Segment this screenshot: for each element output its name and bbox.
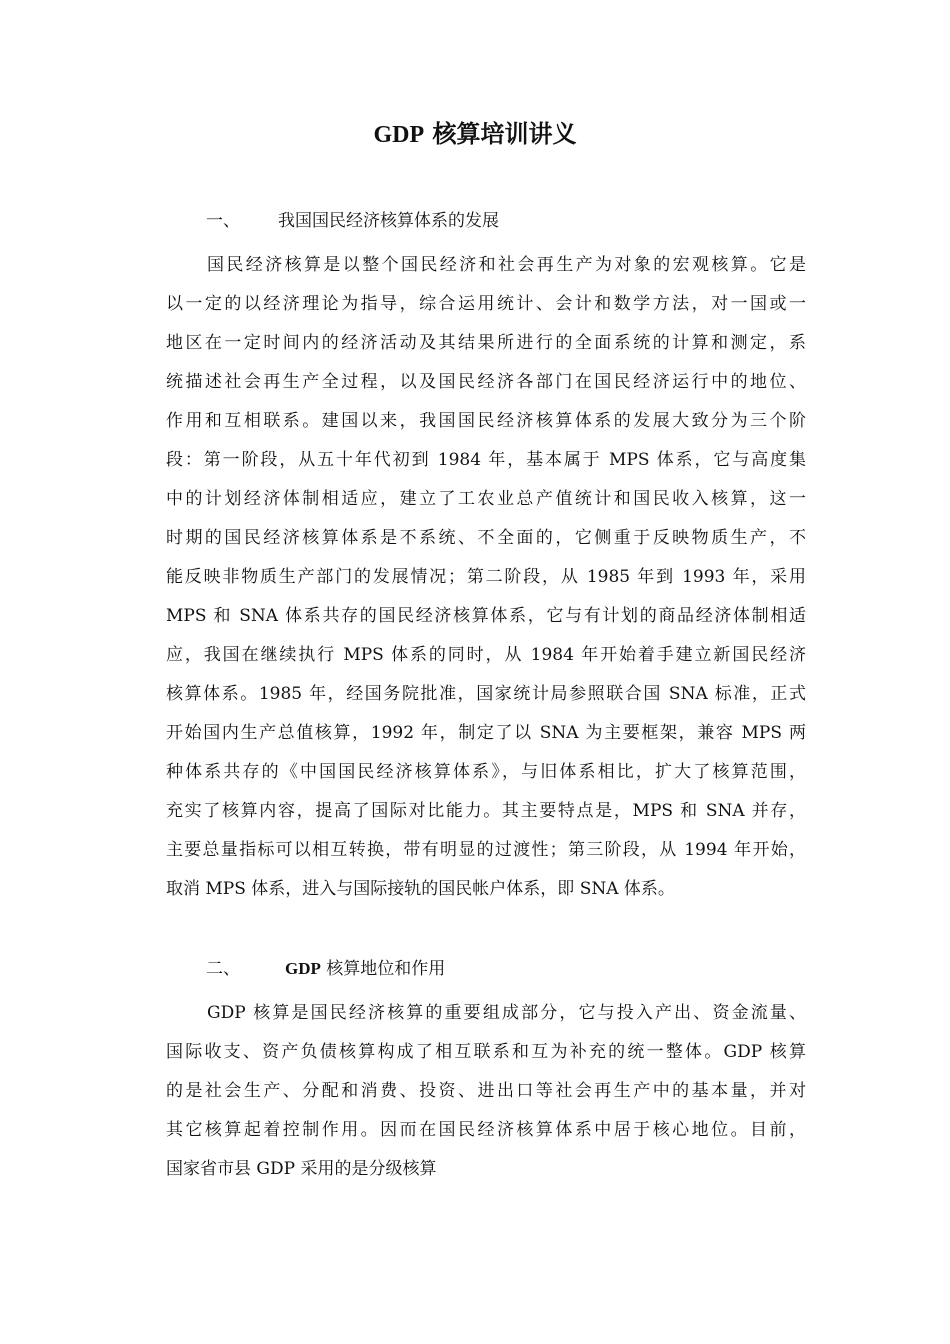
- section-2-paragraph: [166, 994, 806, 1189]
- paragraph-line: 开始国内生产总值核算，1992 年，制定了以 SNA 为主要框架，兼容 MPS 两: [166, 723, 806, 743]
- paragraph-line: 国家省市县 GDP 采用的是分级核算: [166, 1159, 437, 1179]
- section-1-heading: [206, 208, 499, 234]
- document-title: [0, 116, 950, 153]
- section-2-number: 二、: [206, 959, 240, 979]
- document-title-rest: 核算培训讲义: [424, 119, 577, 148]
- section-2-heading: [206, 956, 445, 982]
- paragraph-line: 充实了核算内容，提高了国际对比能力。其主要特点是，MPS 和 SNA 并存，: [166, 801, 806, 821]
- paragraph-line: 统描述社会再生产全过程，以及国民经济各部门在国民经济运行中的地位、: [166, 372, 806, 392]
- section-2-title-latin: GDP: [285, 959, 321, 978]
- document-title-latin: GDP: [373, 122, 425, 148]
- paragraph-line: 取消 MPS 体系，进入与国际接轨的国民帐户体系，即 SNA 体系。: [166, 879, 675, 899]
- paragraph-line: 段：第一阶段，从五十年代初到 1984 年，基本属于 MPS 体系，它与高度集: [166, 450, 806, 470]
- paragraph-line: 主要总量指标可以相互转换，带有明显的过渡性；第三阶段，从 1994 年开始，: [166, 840, 806, 860]
- paragraph-line: 种体系共存的《中国国民经济核算体系》，与旧体系相比，扩大了核算范围，: [166, 762, 806, 782]
- section-1-title: 我国国民经济核算体系的发展: [278, 211, 499, 231]
- paragraph-line: 国民经济核算是以整个国民经济和社会再生产为对象的宏观核算。它是: [207, 255, 806, 275]
- paragraph-line: 应，我国在继续执行 MPS 体系的同时，从 1984 年开始着手建立新国民经济: [166, 645, 806, 665]
- paragraph-line: 能反映非物质生产部门的发展情况；第二阶段，从 1985 年到 1993 年，采用: [166, 567, 806, 587]
- paragraph-line: 地区在一定时间内的经济活动及其结果所进行的全面系统的计算和测定，系: [166, 333, 806, 353]
- paragraph-line: 中的计划经济体制相适应，建立了工农业总产值统计和国民收入核算，这一: [166, 489, 806, 509]
- paragraph-line: 核算体系。1985 年，经国务院批准，国家统计局参照联合国 SNA 标准，正式: [166, 684, 806, 704]
- section-1-paragraph: [166, 246, 806, 909]
- paragraph-line: 时期的国民经济核算体系是不系统、不全面的，它侧重于反映物质生产，不: [166, 528, 806, 548]
- paragraph-line: MPS 和 SNA 体系共存的国民经济核算体系，它与有计划的商品经济体制相适: [166, 606, 806, 626]
- paragraph-line: GDP 核算是国民经济核算的重要组成部分，它与投入产出、资金流量、: [207, 1003, 806, 1023]
- paragraph-line: 作用和互相联系。建国以来，我国国民经济核算体系的发展大致分为三个阶: [166, 411, 806, 431]
- paragraph-line: 其它核算起着控制作用。因而在国民经济核算体系中居于核心地位。目前，: [166, 1120, 806, 1140]
- paragraph-line: 国际收支、资产负债核算构成了相互联系和互为补充的统一整体。GDP 核算: [166, 1042, 806, 1062]
- section-1-number: 一、: [206, 211, 240, 231]
- section-2-title-rest: 核算地位和作用: [320, 959, 446, 979]
- paragraph-line: 以一定的以经济理论为指导，综合运用统计、会计和数学方法，对一国或一: [166, 294, 806, 314]
- paragraph-line: 的是社会生产、分配和消费、投资、进出口等社会再生产中的基本量，并对: [166, 1081, 806, 1101]
